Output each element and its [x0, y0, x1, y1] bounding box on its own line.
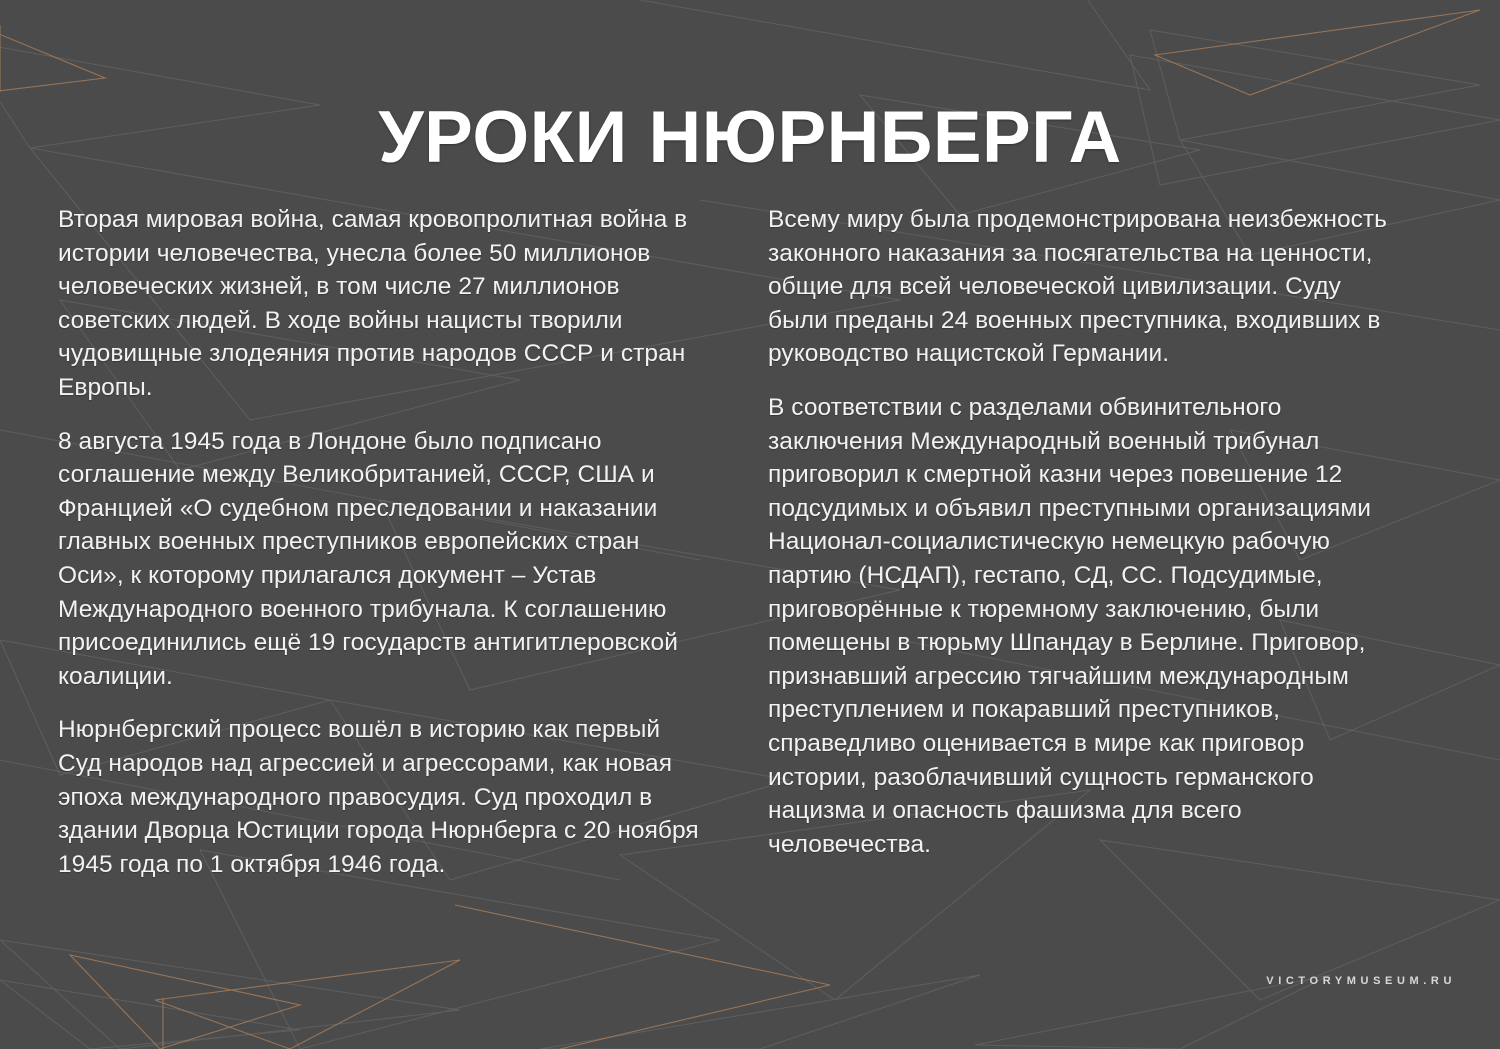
paragraph: Вторая мировая война, самая кровопролитная война в истории человечества, унесла более 50 миллионов человеческих жизней, в том числе 27 миллионов советских людей. В ходе войны нацисты творили чудовищные злодеяния против народов СССР и стран Европы. [58, 206, 688, 401]
paragraph: В соответствии с разделами обвинительного заключения Международный военный трибунал приговорил к смертной казни через повешение 12 подсудимых и объявил преступными организациями Национал-социалистическую немецкую рабочую партию (НСДАП), гестапо, СД, СС. Подсудимые, приговорённые к тюремному заключению, были помещены в тюрьму Шпандау в Берлине. Приговор, признавший агрессию тягчайшим международным преступлением и покаравший преступников, справедливо оценивается в мире как приговор истории, разоблачивший сущность германского нацизма и опасность фашизма для всего человечества. [768, 393, 1371, 858]
right-text-column [768, 203, 1442, 861]
paragraph: Всему миру была продемонстрирована неизбежность законного наказания за посягательства на ценности, общие для всей человеческой цивилизации. Суду были преданы 24 военных преступника, входивших в руководство нацистской Германии. [768, 206, 1388, 368]
site-watermark: VICTORYMUSEUM.RU [1266, 975, 1456, 987]
page-title: УРОКИ НЮРНБЕРГА [378, 96, 1122, 178]
left-text-column [0, 203, 720, 881]
paragraph: Нюрнбергский процесс вошёл в историю как первый Суд народов над агрессией и агрессорами, как новая эпоха международного правосудия. Суд проходил в здании Дворца Юстиции города Нюрнберга с 20 ноября 1945 года по 1 октября 1946 года. [58, 716, 699, 878]
body-columns [0, 203, 1500, 881]
paragraph: 8 августа 1945 года в Лондоне было подписано соглашение между Великобританией, СССР, США и Францией «О судебном преследовании и наказании главных военных преступников европейских стран Оси», к которому прилагался документ – Устав Международного военного трибунала. К соглашению присоединились ещё 19 государств антигитлеровской коалиции. [58, 427, 678, 690]
